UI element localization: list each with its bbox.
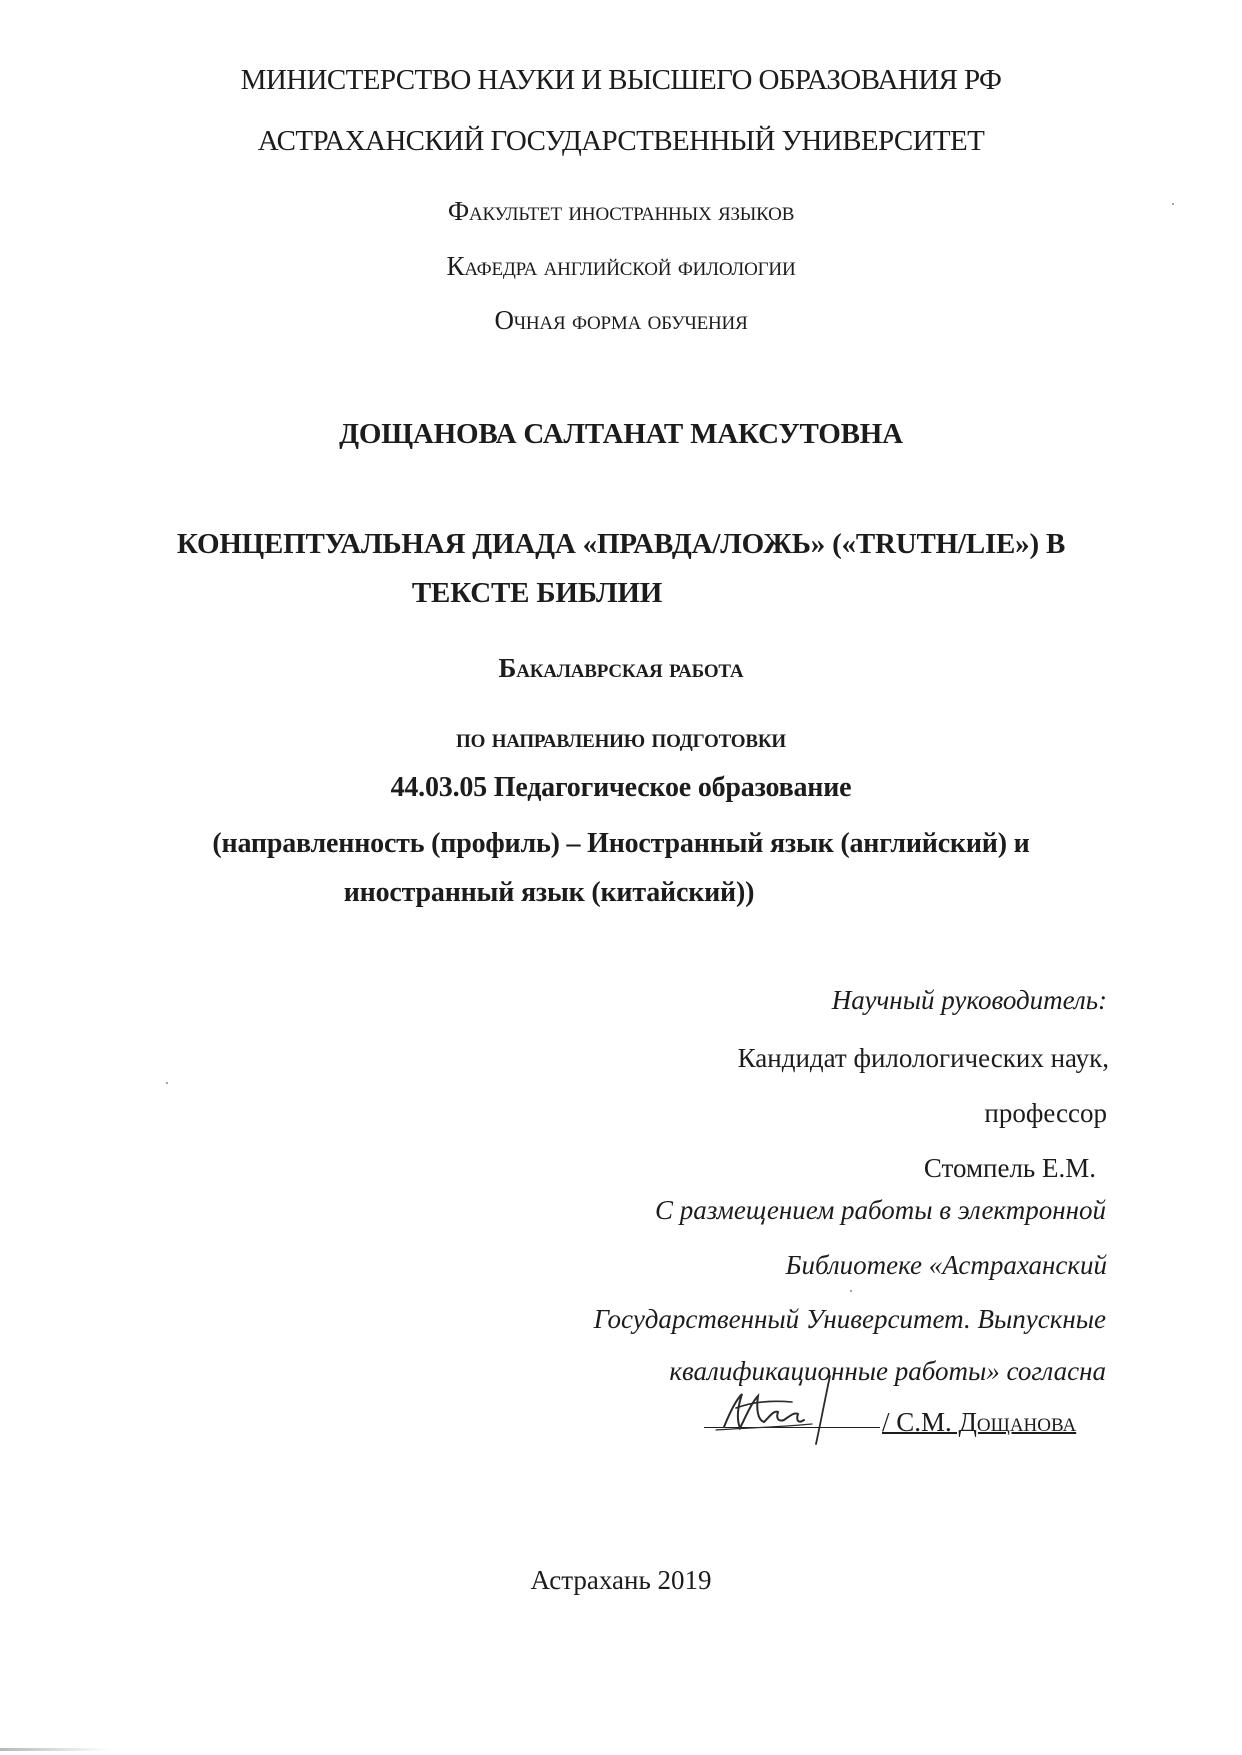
scan-speck xyxy=(1172,203,1174,205)
scan-speck xyxy=(850,1290,852,1292)
supervisor-position: профессор xyxy=(984,1098,1107,1128)
thesis-title-line-2: ТЕКСТЕ БИБЛИИ xyxy=(411,577,663,609)
consent-line-2: Библиотеке «Астраханский xyxy=(785,1250,1107,1280)
supervisor-label: Научный руководитель: xyxy=(831,985,1107,1015)
consent-line-1: С размещением работы в электронной xyxy=(654,1195,1106,1225)
university-heading: АСТРАХАНСКИЙ ГОСУДАРСТВЕННЫЙ УНИВЕРСИТЕТ xyxy=(257,125,985,157)
thesis-title-line-1: КОНЦЕПТУАЛЬНАЯ ДИАДА «ПРАВДА/ЛОЖЬ» («TRUTH/LIE») В xyxy=(176,528,1066,560)
profile-line-2: иностранный язык (китайский)) xyxy=(343,877,755,908)
consent-line-4: квалификационные работы» согласна xyxy=(669,1356,1106,1386)
author-name: ДОЩАНОВА САЛТАНАТ МАКСУТОВНА xyxy=(339,418,903,450)
faculty-line: Факультет иностранных языков xyxy=(447,196,795,226)
signature-name: / С.М. Дощанова xyxy=(882,1407,1077,1437)
department-line: Кафедра английской филологии xyxy=(446,251,796,281)
city-year: Астрахань 2019 xyxy=(530,1565,712,1595)
supervisor-name: Стомпель Е.М. xyxy=(923,1153,1096,1183)
handwritten-signature xyxy=(712,1372,897,1447)
scan-edge-mark xyxy=(0,1748,110,1751)
supervisor-degree: Кандидат филологических наук, xyxy=(737,1043,1109,1073)
direction-label: по направлению подготовки xyxy=(456,723,786,753)
scan-speck xyxy=(166,1082,168,1084)
ministry-heading: МИНИСТЕРСТВО НАУКИ И ВЫСШЕГО ОБРАЗОВАНИЯ РФ xyxy=(240,64,1002,96)
work-type: Бакалаврская работа xyxy=(498,653,744,683)
profile-line-1: (направленность (профиль) – Иностранный язык (английский) и xyxy=(212,828,1030,859)
direction-code-name: 44.03.05 Педагогическое образование xyxy=(390,772,852,803)
consent-line-3: Государственный Университет. Выпускные xyxy=(593,1304,1106,1334)
study-form-line: Очная форма обучения xyxy=(494,305,748,335)
